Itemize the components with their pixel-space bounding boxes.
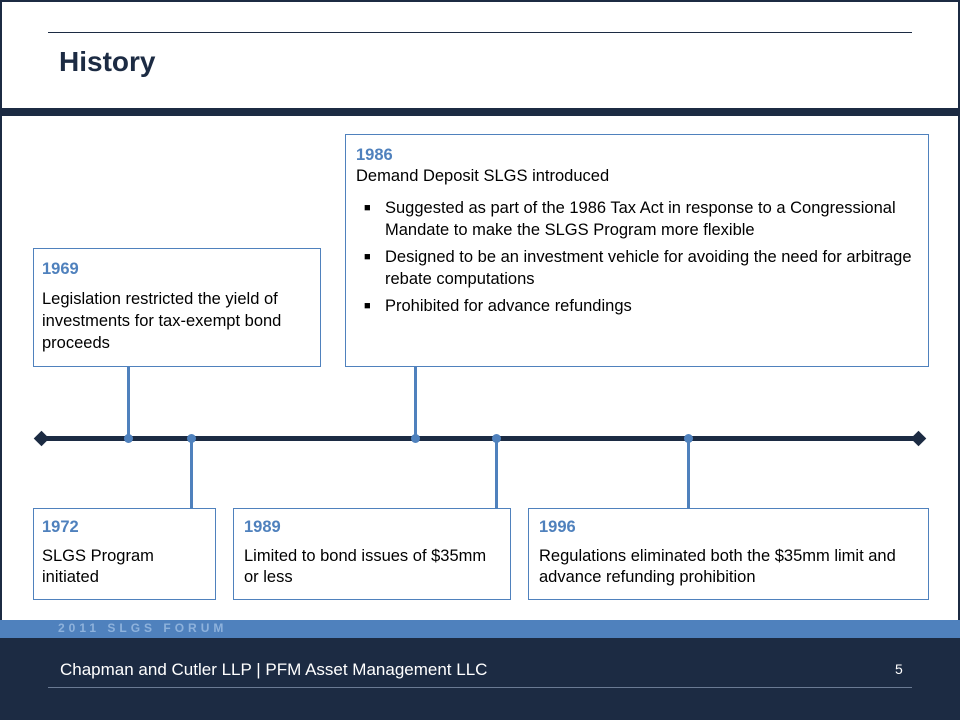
page-number: 5	[895, 661, 903, 677]
event-text: Limited to bond issues of $35mm or less	[244, 547, 487, 586]
connector-1969	[127, 367, 130, 438]
event-bullet-list	[356, 197, 918, 317]
timeline-marker-1986	[411, 434, 420, 443]
event-year: 1986	[356, 146, 393, 164]
timeline-marker-1969	[124, 434, 133, 443]
square-bullet-icon: ■	[364, 202, 371, 214]
event-text: Legislation restricted the yield of investments for tax-exempt bond proceeds	[42, 290, 282, 352]
timeline-axis	[40, 436, 920, 441]
square-bullet-icon: ■	[364, 251, 371, 263]
event-box-1969	[33, 248, 321, 367]
connector-1989	[495, 439, 498, 509]
event-text: Regulations eliminated both the $35mm limit and advance refunding prohibition	[539, 547, 896, 586]
event-box-1986	[345, 134, 929, 367]
list-item	[356, 246, 918, 290]
forum-label: 2011 SLGS FORUM	[58, 621, 228, 635]
top-rule	[48, 32, 912, 33]
connector-1972	[190, 439, 193, 509]
bullet-text: Suggested as part of the 1986 Tax Act in response to a Congressional Mandate to make the SLGS Program more flexible	[385, 199, 896, 239]
event-year: 1972	[42, 518, 79, 536]
event-text: Demand Deposit SLGS introduced	[356, 167, 610, 185]
event-year: 1989	[244, 518, 281, 536]
connector-1996	[687, 439, 690, 509]
event-year: 1996	[539, 518, 576, 536]
list-item	[356, 197, 918, 241]
connector-1986	[414, 367, 417, 438]
header-band	[0, 108, 960, 116]
event-box-1972	[33, 508, 216, 600]
square-bullet-icon: ■	[364, 300, 371, 312]
event-box-1996	[528, 508, 929, 600]
page-title: History	[59, 46, 156, 77]
event-text: SLGS Program initiated	[42, 547, 154, 586]
footer-firms: Chapman and Cutler LLP | PFM Asset Management LLC	[60, 660, 488, 679]
event-box-1989	[233, 508, 511, 600]
bullet-text: Prohibited for advance refundings	[385, 297, 632, 315]
event-year: 1969	[42, 260, 79, 278]
list-item	[356, 295, 918, 317]
bullet-text: Designed to be an investment vehicle for avoiding the need for arbitrage rebate computations	[385, 248, 912, 288]
footer-rule	[48, 687, 912, 688]
